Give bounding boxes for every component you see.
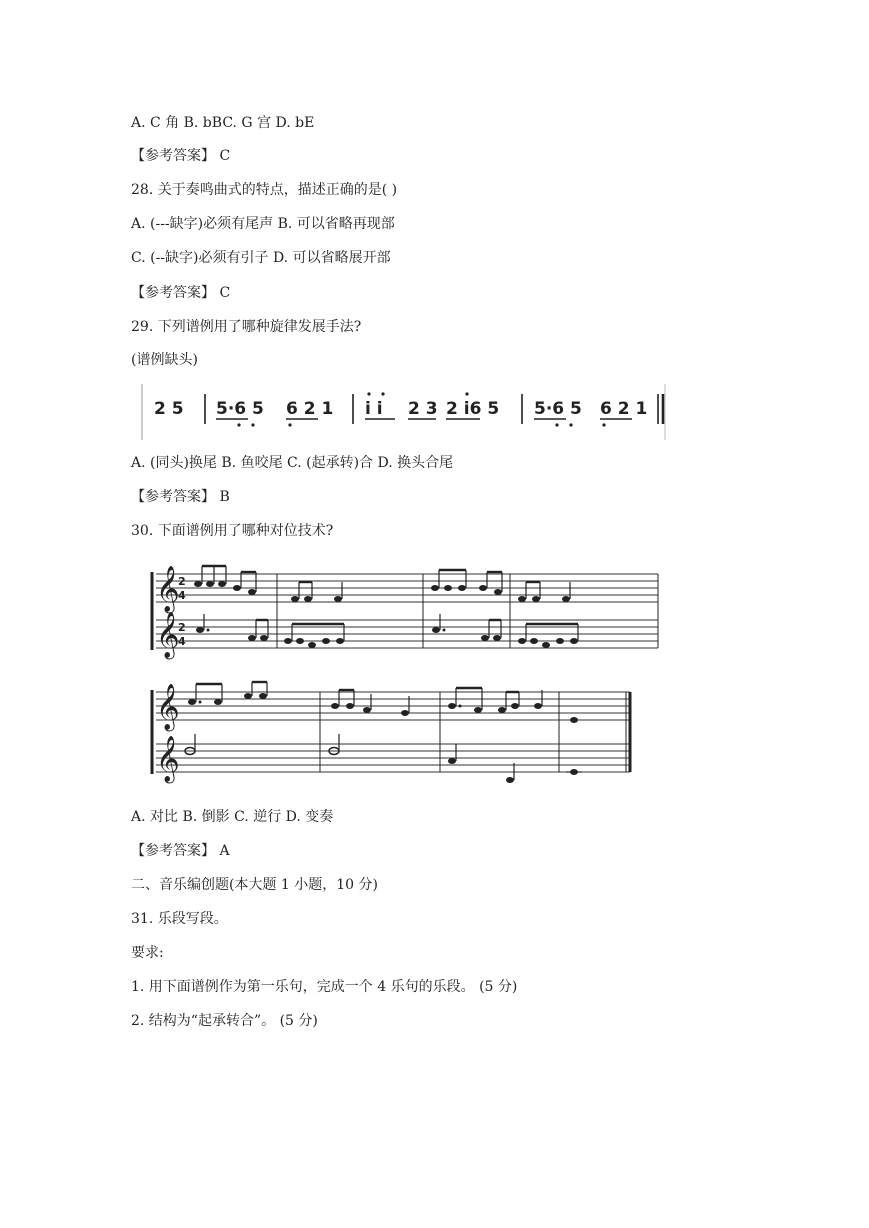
jianpu-group-1: 5·6 5 xyxy=(216,399,264,419)
jianpu-group-4: 2 3 xyxy=(408,399,438,419)
q28-options-cd: C. (--缺字)必须有引子 D. 可以省略展开部 xyxy=(131,250,391,266)
jianpu-group-0: 2 5 xyxy=(154,399,184,419)
q27-options: A. C 角 B. bBC. G 宫 D. bE xyxy=(131,115,315,131)
q30-options: A. 对比 B. 倒影 C. 逆行 D. 变奏 xyxy=(131,809,334,825)
svg-text:4: 4 xyxy=(178,589,186,602)
q28-answer: 【参考答案】 C xyxy=(131,285,231,301)
jianpu-group-7: 6 2 1 xyxy=(600,399,648,419)
q28-question: 28. 关于奏鸣曲式的特点，描述正确的是( ) xyxy=(131,182,398,198)
staff-lines xyxy=(156,574,658,772)
svg-text:𝄞: 𝄞 xyxy=(156,684,180,730)
jianpu-group-3: i i xyxy=(365,399,383,419)
jianpu-group-5: 2 i6 5 xyxy=(446,399,500,419)
q31-requirement-2: 2. 结构为“起承转合”。 (5 分) xyxy=(131,1013,318,1029)
q31-requirement-1: 1. 用下面谱例作为第一乐句，完成一个 4 乐句的乐段。 (5 分) xyxy=(131,979,518,995)
svg-text:2: 2 xyxy=(178,575,186,588)
section-2-heading: 二、音乐编创题(本大题 1 小题，10 分) xyxy=(131,877,378,893)
svg-text:𝄞: 𝄞 xyxy=(156,736,180,782)
q29-jianpu-figure xyxy=(140,384,680,440)
q30-question: 30. 下面谱例用了哪种对位技术? xyxy=(131,523,334,539)
q31-requirements-label: 要求: xyxy=(131,945,164,961)
q31-question: 31. 乐段写段。 xyxy=(131,911,228,927)
q29-answer: 【参考答案】 B xyxy=(131,489,230,505)
svg-text:2: 2 xyxy=(178,621,186,634)
noteheads xyxy=(185,581,578,783)
jianpu-group-6: 5·6 5 xyxy=(534,399,582,419)
q30-staff-figure xyxy=(140,558,670,794)
treble-clef-icon xyxy=(156,566,180,784)
svg-text:𝄞: 𝄞 xyxy=(156,566,180,612)
q29-question: 29. 下列谱例用了哪种旋律发展手法? xyxy=(131,319,362,335)
q30-answer: 【参考答案】 A xyxy=(131,843,230,859)
q29-note: (谱例缺头) xyxy=(131,352,198,368)
q29-options: A. (同头)换尾 B. 鱼咬尾 C. (起承转)合 D. 换头合尾 xyxy=(131,455,454,471)
svg-text:𝄞: 𝄞 xyxy=(156,612,180,658)
q27-answer: 【参考答案】 C xyxy=(131,148,231,164)
svg-text:4: 4 xyxy=(178,635,186,648)
jianpu-group-2: 6 2 1 xyxy=(286,399,334,419)
q28-options-ab: A. (---缺字)必须有尾声 B. 可以省略再现部 xyxy=(131,216,395,232)
